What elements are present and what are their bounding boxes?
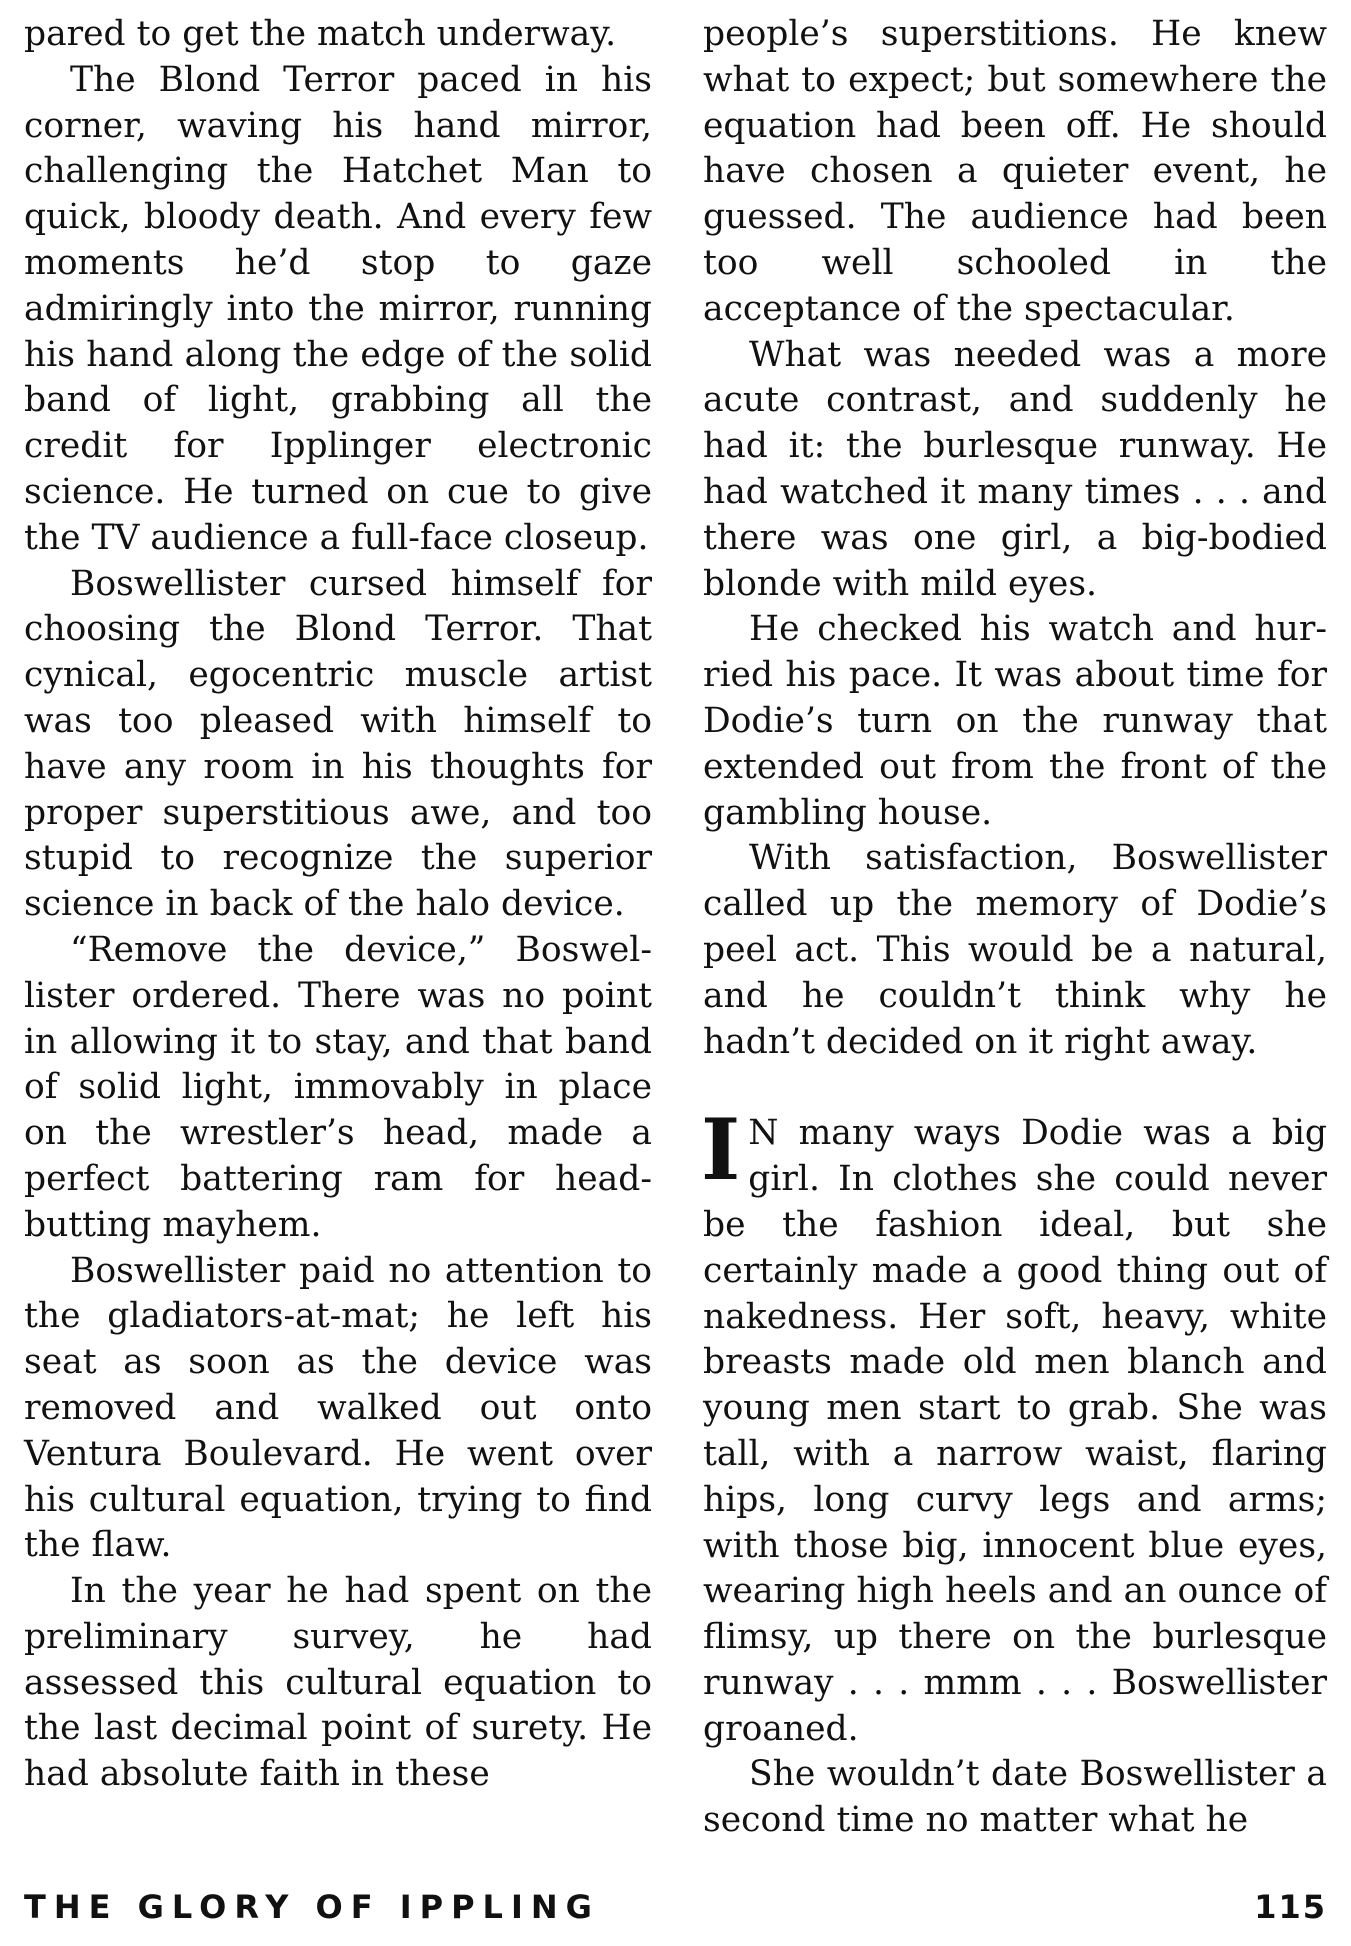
paragraph: With satisfaction, Boswellister called up the memory of Dodie’s peel act. This would be a natural, and he couldn’t think why he hadn’t decided on it right away. (703, 838, 1327, 1062)
right-column (703, 12, 1327, 1844)
paragraph: The Blond Terror paced in his corner, waving his hand mirror, challenging the Hatchet Man to quick, bloody death. And every few moments he’d stop to gaze admiringly into the mirror, running his hand along the edge of the solid band of light, grabbing all the credit for Ipplinger electronic science. He turned on cue to give the TV audience a full-face closeup. (24, 59, 652, 558)
paragraph: Boswellister cursed himself for choosing the Blond Terror. That cynical, egocentric muscle artist was too pleased with himself to have any room in his thoughts for proper superstitious awe, and too stupid to recognize the superior science in back of the halo device. (24, 563, 652, 925)
left-column (24, 12, 652, 1798)
drop-cap: I (701, 1100, 741, 1200)
paragraph: In the year he had spent on the preliminary survey, he had assessed this cultural equation to the last decimal point of surety. He had absolute faith in these (24, 1571, 652, 1795)
paragraph-text: N many ways Dodie was a big girl. In clothes she could never be the fashion ideal, but she certainly made a good thing out of nakedness. Her soft, heavy, white breasts made old men blanch and young men start to grab. She was tall, with a narrow waist, flaring hips, long curvy legs and arms; with those big, innocent blue eyes, wearing high heels and an ounce of flimsy, up there on the burlesque runway . . . mmm . . . Boswellister groaned. (703, 1113, 1327, 1749)
section-opening-paragraph (701, 1100, 1327, 1752)
paragraph: “Remove the device,” Boswellister ordered. There was no point in allowing it to stay, and that band of solid light, immovably in place on the wrestler’s head, made a perfect battering ram for head-butting mayhem. (24, 929, 652, 1245)
paragraph: people’s superstitions. He knew what to expect; but somewhere the equation had been off. He should have chosen a quieter event, he guessed. The audience had been too well schooled in the acceptance of the spectacular. (703, 14, 1327, 329)
paragraph: He checked his watch and hurried his pace. It was about time for Dodie’s turn on the runway that extended out from the front of the gambling house. (703, 609, 1327, 833)
page-number: 115 (1254, 1888, 1327, 1926)
paragraph: pared to get the match underway. (24, 14, 617, 54)
paragraph: Boswellister paid no attention to the gladiators-at-mat; he left his seat as soon as the device was removed and walked out onto Ventura Boulevard. He went over his cultural equation, trying to find the flaw. (24, 1250, 652, 1566)
page-footer (24, 1888, 1327, 1938)
paragraph: She wouldn’t date Boswellister a second time no matter what he (703, 1754, 1327, 1841)
running-title: THE GLORY OF IPPLING (24, 1888, 600, 1926)
paragraph: What was needed was a more acute contrast, and suddenly he had it: the burlesque runway. He had watched it many times . . . and there was one girl, a big-bodied blonde with mild eyes. (703, 334, 1327, 604)
